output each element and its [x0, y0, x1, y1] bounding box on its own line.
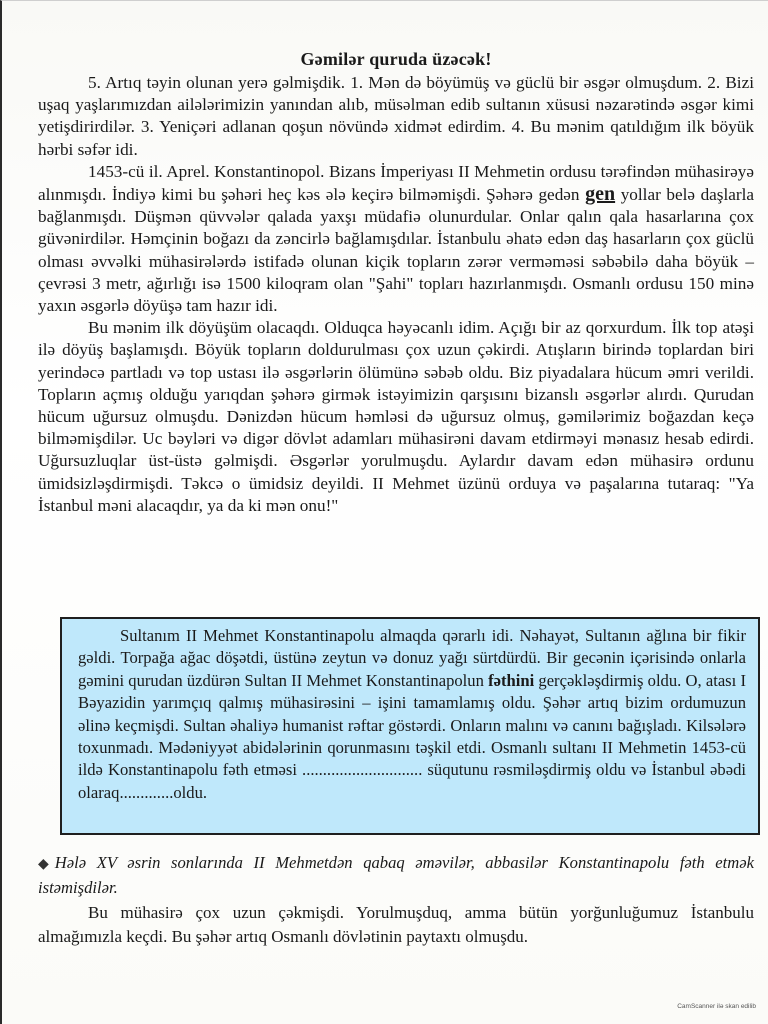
siege-text-end: yollar belə daşlarla bağlanmışdı. Düşmən qüvvələr qalada yaxşı müdafiə olunurdular. Onlar qalın qala hasarlarına çox güvənirdilər. Həmçinin boğazı da zəncirlə bağlamışdılar. İstanbulu əhatə edən daş hasarların çox güclü olması əvvəlki mühasirələrdə istifadə olunan kiçik topların zərər verməməsi səbəbilə daha böyük – çevrəsi 3 metr, ağırlığı isə 1500 kiloqram olan "Şahi" topları hazırlanmışdı. Osmanlı ordusu 150 minə yaxın əsgərlə döyüşə tam hazır idi.	[38, 185, 755, 316]
paragraph-intro: 5. Artıq təyin olunan yerə gəlmişdik. 1. Mən də böyümüş və güclü bir əsgər olmuşdum. 2. Bizi uşaq yaşlarımızdan ailələrimizin yanından alıb, müsəlman edib sultanın xüsusi nəzarətində əsgər kimi yetişdirirdilər. 3. Yeniçəri adlanan qoşun növündə xidmət edirdim. 4. Bu mənim qatıldığım ilk böyük hərbi səfər idi.	[38, 73, 754, 159]
page-title: Gəmilər quruda üzəcək!	[300, 49, 492, 69]
bold-word-fethini: fəthini	[488, 670, 535, 690]
diamond-bullet-icon: ◆	[38, 857, 49, 872]
box-text-start: Sultanım II Mehmet Konstantinapolu almaqda qərarlı idi. Nəhayət, Sultanın ağlına bir fikir gəldi. Torpağa ağac döşətdi, üstünə zeytun və donuz yağı sürtdürdü. Bir gecənin içərisində onlarla gəmini qurudan üzdürən Sultan II Mehmet Konstantinapolun	[78, 626, 746, 690]
highlighted-box	[60, 617, 760, 835]
siege-text-start: 1453-cü il. Aprel. Konstantinopol. Bizans İmperiyası II Mehmetin ordusu tərəfindən mühasirəyə alınmışdı. İndiyə kimi bu şəhəri heç kəs ələ keçirə bilməmişdi. Şəhərə gedən	[38, 161, 754, 205]
underlined-word-gen: gen	[585, 183, 616, 206]
box-text-end: gerçəkləşdirmiş oldu. O, atası I Bəyazidin yarımçıq qalmış mühasirəsini – işini tamamlamış oldu. Şəhər artıq bizim ordumuzun əlinə keçmişdi. Sultan əhaliyə humanist rəftar göstərdi. Onların malını və canını bağışladı. Kilsələrə toxunmadı. Mədəniyyət abidələrinin qorunmasını təşkil etdi. Osmanlı sultanı II Mehmetin 1453-cü ildə Konstantinapolu fəth etməsi ............................. süqutunu rəsmiləşdirmiş oldu və İstanbul əbədi olaraq.............oldu.	[78, 670, 746, 802]
scanner-watermark: CamScanner ilə skan edilib	[677, 1003, 756, 1010]
closing-paragraph: Bu mühasirə çox uzun çəkmişdi. Yorulmuşduq, amma bütün yorğunluğumuz İstanbulu almağımızla keçdi. Bu şəhər artıq Osmanlı dövlətinin paytaxtı olmuşdu.	[38, 903, 754, 946]
paragraph-battle: Bu mənim ilk döyüşüm olacaqdı. Olduqca həyəcanlı idim. Açığı bir az qorxurdum. İlk top atəşi ilə döyüş başlamışdı. Böyük topların doldurulması çox uzun çəkirdi. Atışların birində toplardan biri yerindəcə partladı və top ustası ilə əsgərlərin ölümünə səbəb oldu. Biz piyadalara hücum əmri verildi. Topların açmış olduğu yarıqdan şəhərə girmək istəyimizin qarşısını bizanslı əsgərlər alırdı. Qurudan hücum uğursuz olmuşdu. Dənizdən hücum həmləsi də uğursuz olmuş, gəmilərimiz boğazdan keçə bilməmişdilər. Uc bəyləri və digər dövlət adamları mühasirəni davam etdirməyi mənasız hesab edirdi. Uğursuzluqlar üst-üstə gəlmişdi. Əsgərlər yorulmuşdu. Aylardır davam edən mühasirə ordunu ümidsizləşdirmişdi. Təkcə o ümidsiz deyildi. II Mehmet üzünü orduya və paşalarına tutaraq: "Ya İstanbul məni alacaqdır, ya da ki mən onu!"	[38, 318, 754, 515]
paragraph-siege	[38, 161, 754, 317]
note-paragraph	[38, 851, 754, 899]
main-text	[38, 49, 754, 517]
box-paragraph	[78, 625, 746, 804]
note-text: Hələ XV əsrin sonlarında II Mehmetdən qabaq əməvilər, abbasilər Konstantinapolu fəth etmək istəmişdilər.	[38, 853, 754, 897]
